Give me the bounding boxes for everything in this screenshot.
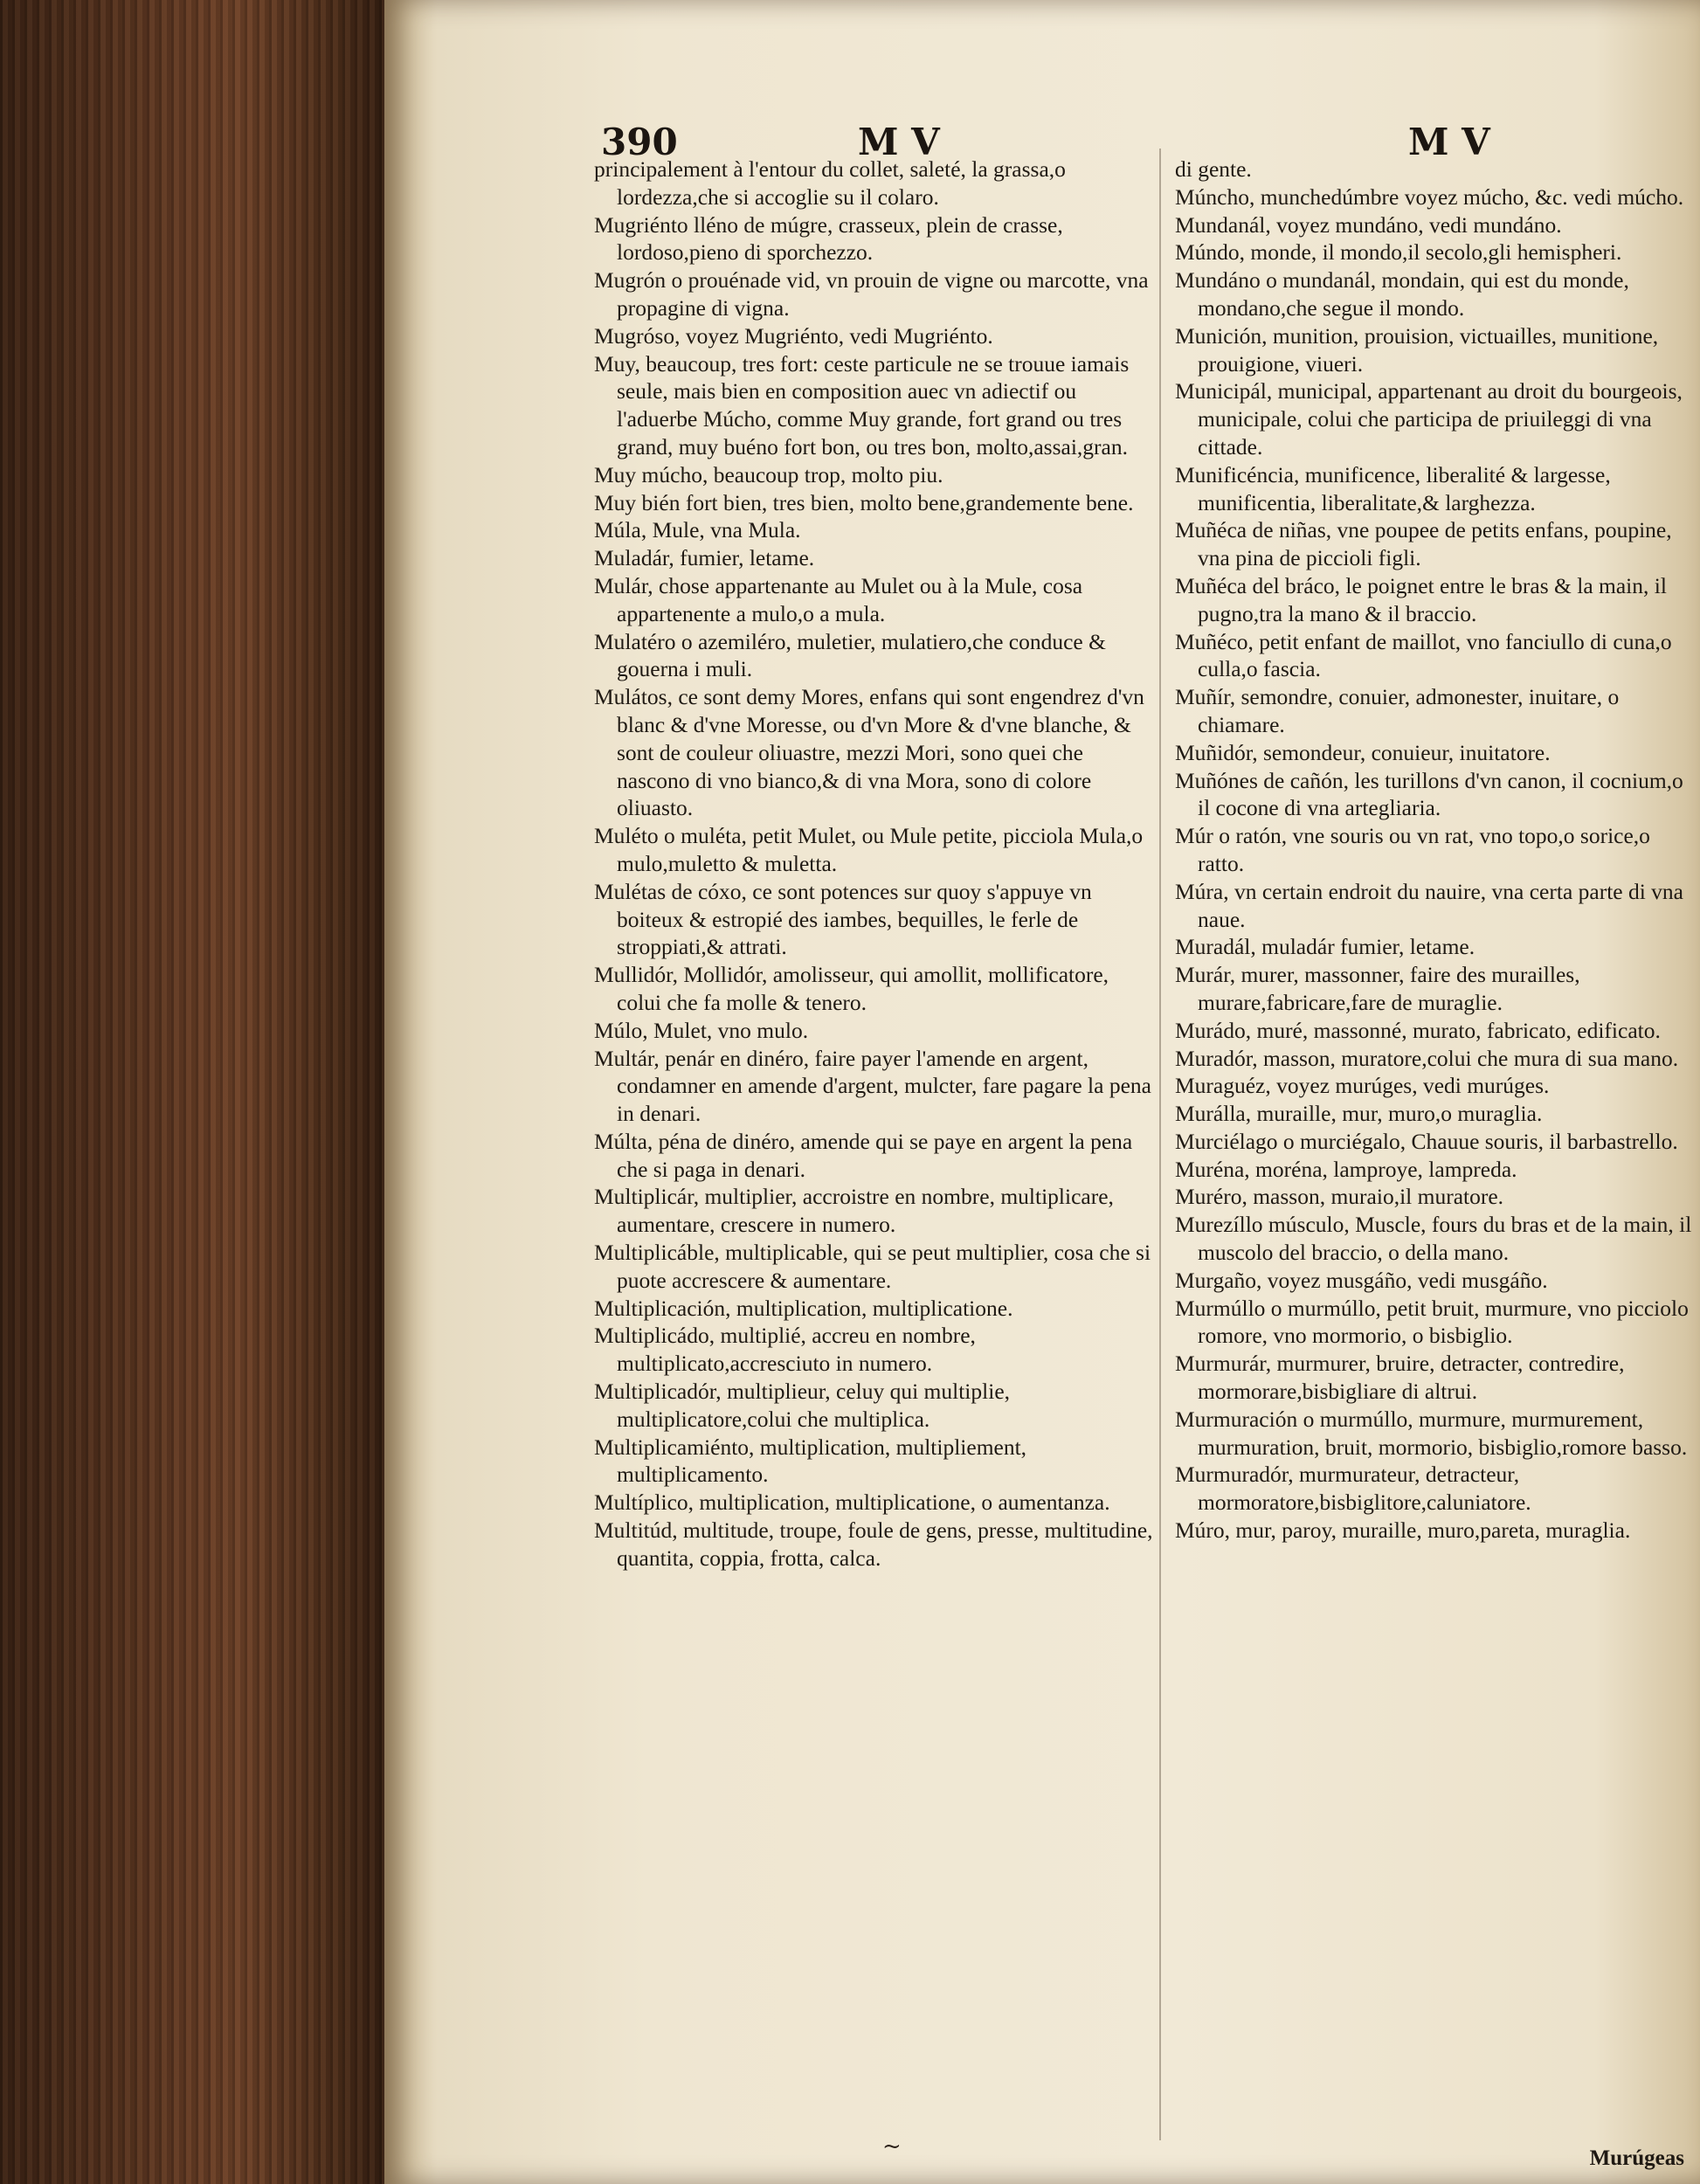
dictionary-entry: Muñéca del bráco, le poignet entre le bras & la main, il pugno,tra la mano & il braccio. <box>1175 572 1667 626</box>
tailpiece-ornament: ~ <box>882 2133 902 2160</box>
dictionary-entry: Murmuradór, murmurateur, detracteur, mormoratore,bisbiglitore,caluniatore. <box>1175 1462 1531 1516</box>
dictionary-entry: Muy, beaucoup, tres fort: ceste particule ne se trouue iamais seule, mais bien en composition auec vn adiectif ou l'aduerbe Múcho, comme Muy grande, fort grand ou tres grand, muy buéno fort bon, ou tres bon, molto,assai,gran. <box>594 350 1130 460</box>
page-number: 390 <box>601 121 678 163</box>
dictionary-entry: Mulatéro o azemiléro, muletier, mulatiero,che conduce & gouerna i muli. <box>594 628 1106 682</box>
dictionary-entry: Muñír, semondre, conuier, admonester, inuitare, o chiamare. <box>1175 684 1620 737</box>
dictionary-entry: Multiplicádo, multiplié, accreu en nombre, multiplicato,accresciuto in numero. <box>594 1323 976 1377</box>
dictionary-entry: Mugróso, voyez Mugriénto, vedi Mugriénto. <box>594 322 993 349</box>
dictionary-entry: Muy bién fort bien, tres bien, molto bene,grandemente bene. <box>594 489 1134 515</box>
dictionary-entry: Multiplicación, multiplication, multiplicatione. <box>594 1295 1013 1321</box>
dictionary-entry: Múndo, monde, il mondo,il secolo,gli hemispheri. <box>1175 239 1622 266</box>
dictionary-entry: Múlta, péna de dinéro, amende qui se paye en argent la pena che si paga in denari. <box>594 1128 1133 1182</box>
dictionary-entry: principalement à l'entour du collet, saleté, la grassa,o lordezza,che si accoglie su il colaro. <box>594 156 1066 210</box>
catchword: Murúgeas <box>1589 2146 1684 2170</box>
dictionary-entry: Múla, Mule, vna Mula. <box>594 517 801 543</box>
dictionary-entry: Múlo, Mulet, vno mulo. <box>594 1017 809 1043</box>
running-header-left: M V <box>858 121 940 163</box>
dictionary-entry: Múr o ratón, vne souris ou vn rat, vno topo,o sorice,o ratto. <box>1175 823 1650 876</box>
right-column <box>1175 156 1699 1545</box>
dictionary-entry: Multiplicár, multiplier, accroistre en nombre, multiplicare, aumentare, crescere in numero. <box>594 1184 1114 1238</box>
dictionary-entry: Multiplicamiénto, multiplication, multipliement, multiplicamento. <box>594 1434 1027 1488</box>
dictionary-entry: Murmurár, murmurer, bruire, detracter, contredire, mormorare,bisbigliare di altrui. <box>1175 1351 1625 1405</box>
dictionary-entry: Mundanál, voyez mundáno, vedi mundáno. <box>1175 211 1562 238</box>
dictionary-entry: Muradál, muladár fumier, letame. <box>1175 934 1475 960</box>
dictionary-entry: Mulátos, ce sont demy Mores, enfans qui sont engendrez d'vn blanc & d'vne Moresse, ou d'vn More & d'vne blanche, & sont de couleur oliuastre, mezzi Mori, sono quei che nascono di vno bianco,& di vna Mora, sono di colore oliuasto. <box>594 684 1144 821</box>
dictionary-entry: Muradór, masson, muratore,colui che mura di sua mano. <box>1175 1045 1679 1071</box>
dictionary-entry: Munición, munition, prouision, victuailles, munitione, prouigione, viueri. <box>1175 322 1659 377</box>
dictionary-entry: Murmúllo o murmúllo, petit bruit, murmure, vno picciolo romore, vno mormorio, o bisbiglio. <box>1175 1295 1689 1349</box>
dictionary-entry: Murádo, muré, massonné, murato, fabricato, edificato. <box>1175 1017 1661 1043</box>
dictionary-entry: Murmuración o murmúllo, murmure, murmurement, murmuration, bruit, mormorio, bisbiglio,romore basso. <box>1175 1406 1688 1460</box>
dictionary-entry: Mundáno o mundanál, mondain, qui est du monde, mondano,che segue il mondo. <box>1175 267 1629 321</box>
dictionary-entry: Muñónes de cañón, les turillons d'vn canon, il cocnium,o il cocone di vna artegliaria. <box>1175 767 1683 821</box>
dictionary-entry: Mullidór, Mollidór, amolisseur, qui amollit, mollificatore, colui che fa molle & tenero. <box>594 962 1109 1015</box>
dictionary-entry: Muñéco, petit enfant de maillot, vno fanciullo di cuna,o culla,o fascia. <box>1175 628 1672 682</box>
dictionary-entry: Muñidór, semondeur, conuieur, inuitatore. <box>1175 739 1551 765</box>
dictionary-entry: Mugrón o prouénade vid, vn prouin de vigne ou marcotte, vna propagine di vigna. <box>594 267 1149 321</box>
dictionary-entry: Multíplico, multiplication, multiplicatione, o aumentanza. <box>594 1489 1110 1516</box>
dictionary-entry: Muléto o muléta, petit Mulet, ou Mule petite, picciola Mula,o mulo,muletto & muletta. <box>594 823 1144 876</box>
dictionary-entry: Muréna, moréna, lamproye, lampreda. <box>1175 1156 1517 1182</box>
dictionary-entry: Mulétas de cóxo, ce sont potences sur quoy s'appuye vn boiteux & estropié des iambes, bequilles, le ferle de stroppiati,& attrati. <box>594 878 1092 960</box>
running-header-right: M V <box>1408 121 1490 163</box>
dictionary-entry: Mulár, chose appartenante au Mulet ou à la Mule, cosa appartenente a mulo,o a mula. <box>594 572 1083 626</box>
dictionary-entry: Muy múcho, beaucoup trop, molto piu. <box>594 461 943 487</box>
left-column <box>594 156 1153 1572</box>
dictionary-entry: Munificéncia, munificence, liberalité & largesse, munificentia, liberalitate,& larghezza. <box>1175 461 1611 515</box>
dictionary-entry: Multitúd, multitude, troupe, foule de gens, presse, multitudine, quantita, coppia, frotta, calca. <box>594 1517 1153 1571</box>
dictionary-entry: di gente. <box>1175 156 1252 182</box>
dictionary-entry: Muñéca de niñas, vne poupee de petits enfans, poupine, vna pina de piccioli figli. <box>1175 517 1672 571</box>
dictionary-entry: Multiplicáble, multiplicable, qui se peut multiplier, cosa che si puote accrescere & aumentare. <box>594 1240 1151 1293</box>
dictionary-entry: Murálla, muraille, mur, muro,o muraglia. <box>1175 1101 1543 1127</box>
column-divider <box>1159 149 1161 2140</box>
dictionary-entry: Múncho, munchedúmbre voyez múcho, &c. vedi múcho. <box>1175 183 1684 210</box>
dictionary-entry: Murgaño, voyez musgáño, vedi musgáño. <box>1175 1267 1548 1293</box>
dictionary-entry: Murár, murer, massonner, faire des murailles, murare,fabricare,fare de muraglie. <box>1175 962 1580 1015</box>
dictionary-entry: Multár, penár en dinéro, faire payer l'amende en argent, condamner en amende d'argent, mulcter, fare pagare la pena in denari. <box>594 1045 1151 1127</box>
dictionary-entry: Múro, mur, paroy, muraille, muro,pareta, muraglia. <box>1175 1517 1631 1544</box>
dictionary-entry: Multiplicadór, multiplieur, celuy qui multiplie, multiplicatore,colui che multiplica. <box>594 1379 1011 1432</box>
dictionary-entry: Muréro, masson, muraio,il muratore. <box>1175 1184 1504 1210</box>
dictionary-entry: Mugriénto lléno de múgre, crasseux, plein de crasse, lordoso,pieno di sporchezzo. <box>594 211 1063 266</box>
dictionary-entry: Murciélago o murciégalo, Chauue souris, il barbastrello. <box>1175 1128 1678 1154</box>
dictionary-entry: Murezíllo músculo, Muscle, fours du bras et de la main, il muscolo del braccio, o della mano. <box>1175 1212 1692 1266</box>
dictionary-entry: Múra, vn certain endroit du nauire, vna certa parte di vna naue. <box>1175 878 1684 932</box>
dictionary-entry: Muladár, fumier, letame. <box>594 545 815 571</box>
book-spine-binding <box>0 0 397 2184</box>
dictionary-entry: Muraguéz, voyez murúges, vedi murúges. <box>1175 1073 1550 1099</box>
dictionary-entry: Municipál, municipal, appartenant au droit du bourgeois, municipale, colui che participa de priuileggi di vna cittade. <box>1175 378 1683 460</box>
